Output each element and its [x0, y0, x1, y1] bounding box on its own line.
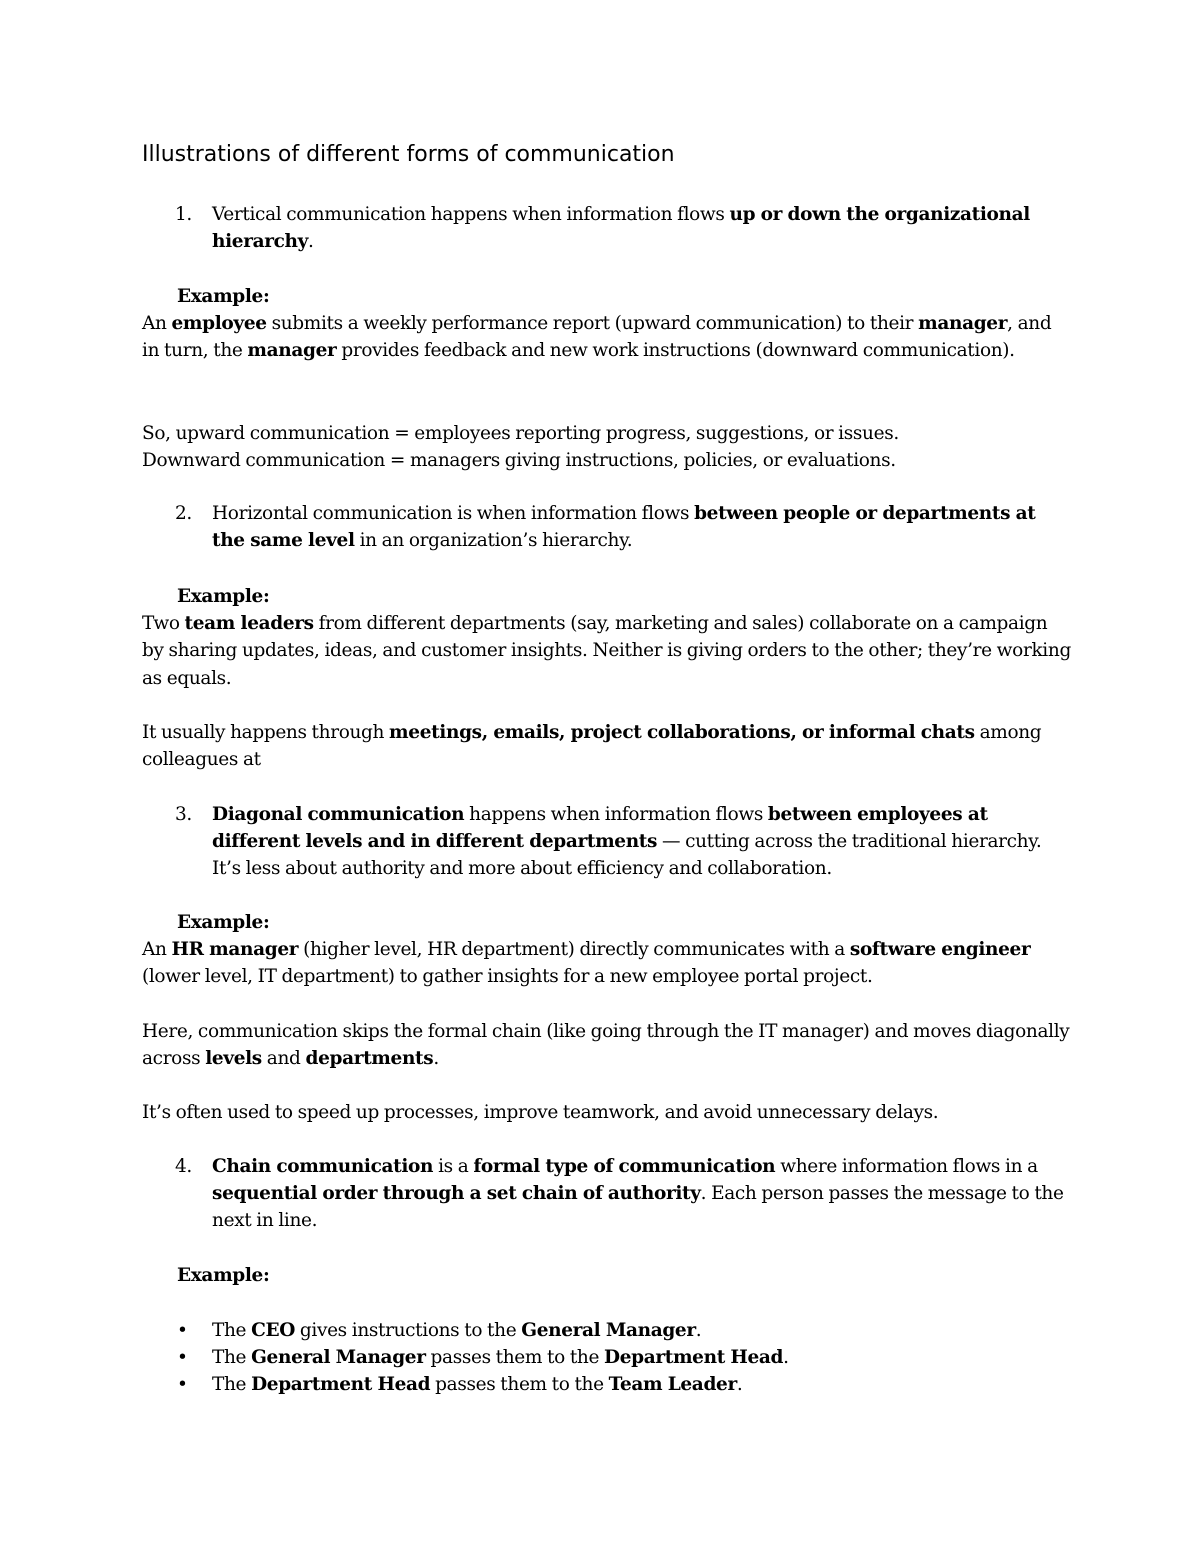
note-block-2 [142, 719, 1072, 773]
example-text: An HR manager (higher level, HR department) directly communicates with a software engineer (lower level, IT department) to gather insights for a new employee portal project. [142, 939, 1031, 988]
definition-text: Diagonal communication happens when information flows between employees at different levels and in different departments — cutting across the traditional hierarchy. It’s less about authority and more about efficiency and collaboration. [212, 804, 1042, 880]
list-number: 1. [175, 204, 192, 225]
example-text: An employee submits a weekly performance report (upward communication) to their manager, and in turn, the manager provides feedback and new work instructions (downward communication). [142, 313, 1052, 362]
list-item-3 [142, 801, 1072, 883]
example-label: Example: [177, 912, 270, 933]
list-item-2 [142, 500, 1072, 554]
example-label: Example: [177, 1265, 270, 1286]
note-block-3b [142, 1099, 1072, 1126]
example-label: Example: [177, 286, 270, 307]
example-block-4 [142, 1262, 1072, 1289]
section-horizontal [142, 500, 1072, 554]
chain-bullet-list [142, 1317, 1072, 1399]
bullet-icon: • [177, 1374, 188, 1396]
note-upward: So, upward communication = employees reporting progress, suggestions, or issues. [142, 423, 899, 444]
list-item: • The Department Head passes them to the Team Leader. [142, 1371, 1072, 1398]
definition-text: Chain communication is a formal type of communication where information flows in a sequential order through a set chain of authority. Each person passes the message to the next in line. [212, 1156, 1064, 1232]
note-text: It usually happens through meetings, emails, project collaborations, or informal chats among colleagues at [142, 722, 1042, 771]
note-text: It’s often used to speed up processes, improve teamwork, and avoid unnecessary delays. [142, 1102, 939, 1123]
list-item-1 [142, 201, 1072, 255]
definition-text: Vertical communication happens when information flows up or down the organizational hierarchy. [212, 204, 1030, 253]
note-text: Here, communication skips the formal chain (like going through the IT manager) and moves diagonally across levels and departments. [142, 1021, 1070, 1070]
bullet-icon: • [177, 1347, 188, 1369]
example-block-1 [142, 283, 1072, 365]
list-item: • The CEO gives instructions to the General Manager. [142, 1317, 1072, 1344]
section-vertical [142, 201, 1072, 255]
definition-text: Horizontal communication is when information flows between people or departments at the same level in an organization’s hierarchy. [212, 503, 1036, 552]
example-text: Two team leaders from different departments (say, marketing and sales) collaborate on a campaign by sharing updates, ideas, and customer insights. Neither is giving orders to the other; they’re working as equals. [142, 613, 1071, 689]
list-number: 3. [175, 804, 192, 825]
example-label: Example: [177, 586, 270, 607]
note-block-3a [142, 1018, 1072, 1072]
bullet-icon: • [177, 1320, 188, 1341]
example-block-2 [142, 583, 1072, 692]
list-number: 2. [175, 503, 192, 524]
document-title: Illustrations of different forms of communication [142, 142, 675, 167]
note-block-1 [142, 420, 1072, 474]
section-diagonal [142, 801, 1072, 883]
list-item: • The General Manager passes them to the Department Head. [142, 1344, 1072, 1371]
list-number: 4. [175, 1156, 192, 1177]
section-chain [142, 1153, 1072, 1235]
list-item-4 [142, 1153, 1072, 1235]
note-downward: Downward communication = managers giving instructions, policies, or evaluations. [142, 450, 896, 472]
example-block-3 [142, 909, 1072, 991]
